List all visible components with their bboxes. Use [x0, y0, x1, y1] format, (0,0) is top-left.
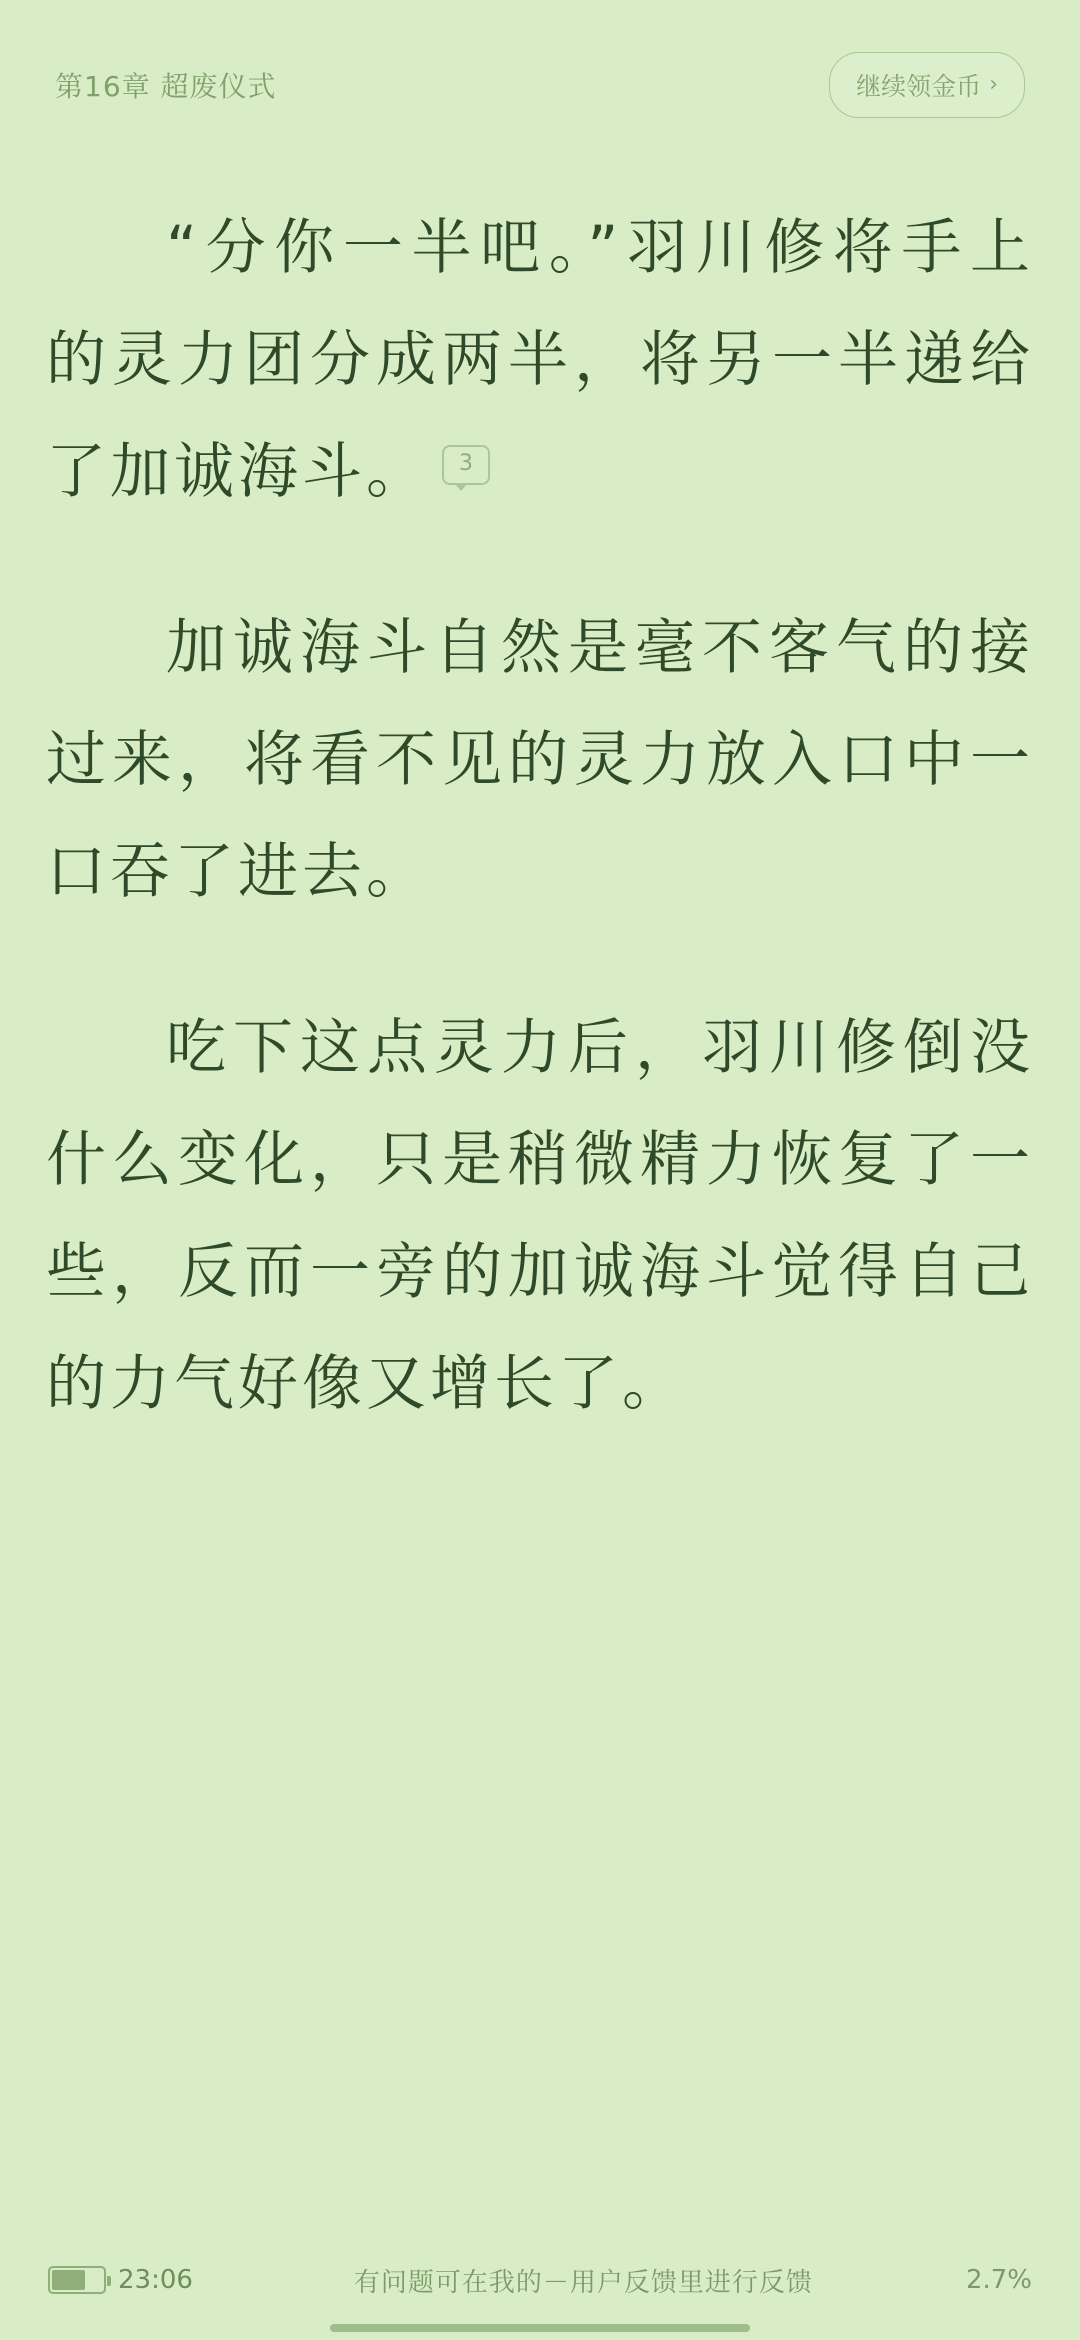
reader-status-bar: [0, 2250, 1080, 2310]
reading-progress: 2.7%: [965, 2265, 1032, 2295]
reward-coins-label: 继续领金币: [856, 72, 982, 101]
reader-content[interactable]: [0, 150, 1080, 2200]
chevron-right-icon: ›: [989, 72, 998, 97]
reader-top-bar: [0, 0, 1080, 170]
clock-label: 23:06: [118, 2265, 193, 2295]
paragraph-comment-badge[interactable]: 3: [442, 445, 490, 485]
paragraph-text: 加诚海斗自然是毫不客气的接过来，将看不见的灵力放入口中一口吞了进去。: [46, 613, 1034, 907]
paragraph[interactable]: [46, 192, 1034, 528]
paragraph[interactable]: [46, 592, 1034, 928]
chapter-title: 第16章 超废仪式: [55, 70, 277, 103]
battery-fill: [52, 2270, 85, 2290]
home-indicator[interactable]: [330, 2324, 750, 2332]
feedback-hint: 有问题可在我的－用户反馈里进行反馈: [353, 2267, 813, 2298]
paragraph-text: “分你一半吧。”羽川修将手上的灵力团分成两半，将另一半递给了加诚海斗。: [46, 213, 1034, 507]
paragraph[interactable]: [46, 992, 1034, 1440]
reward-coins-button[interactable]: [829, 52, 1025, 118]
battery-icon: [48, 2266, 106, 2294]
paragraph-text: 吃下这点灵力后，羽川修倒没什么变化，只是稍微精力恢复了一些，反而一旁的加诚海斗觉得自己的力气好像又增长了。: [46, 1013, 1034, 1419]
